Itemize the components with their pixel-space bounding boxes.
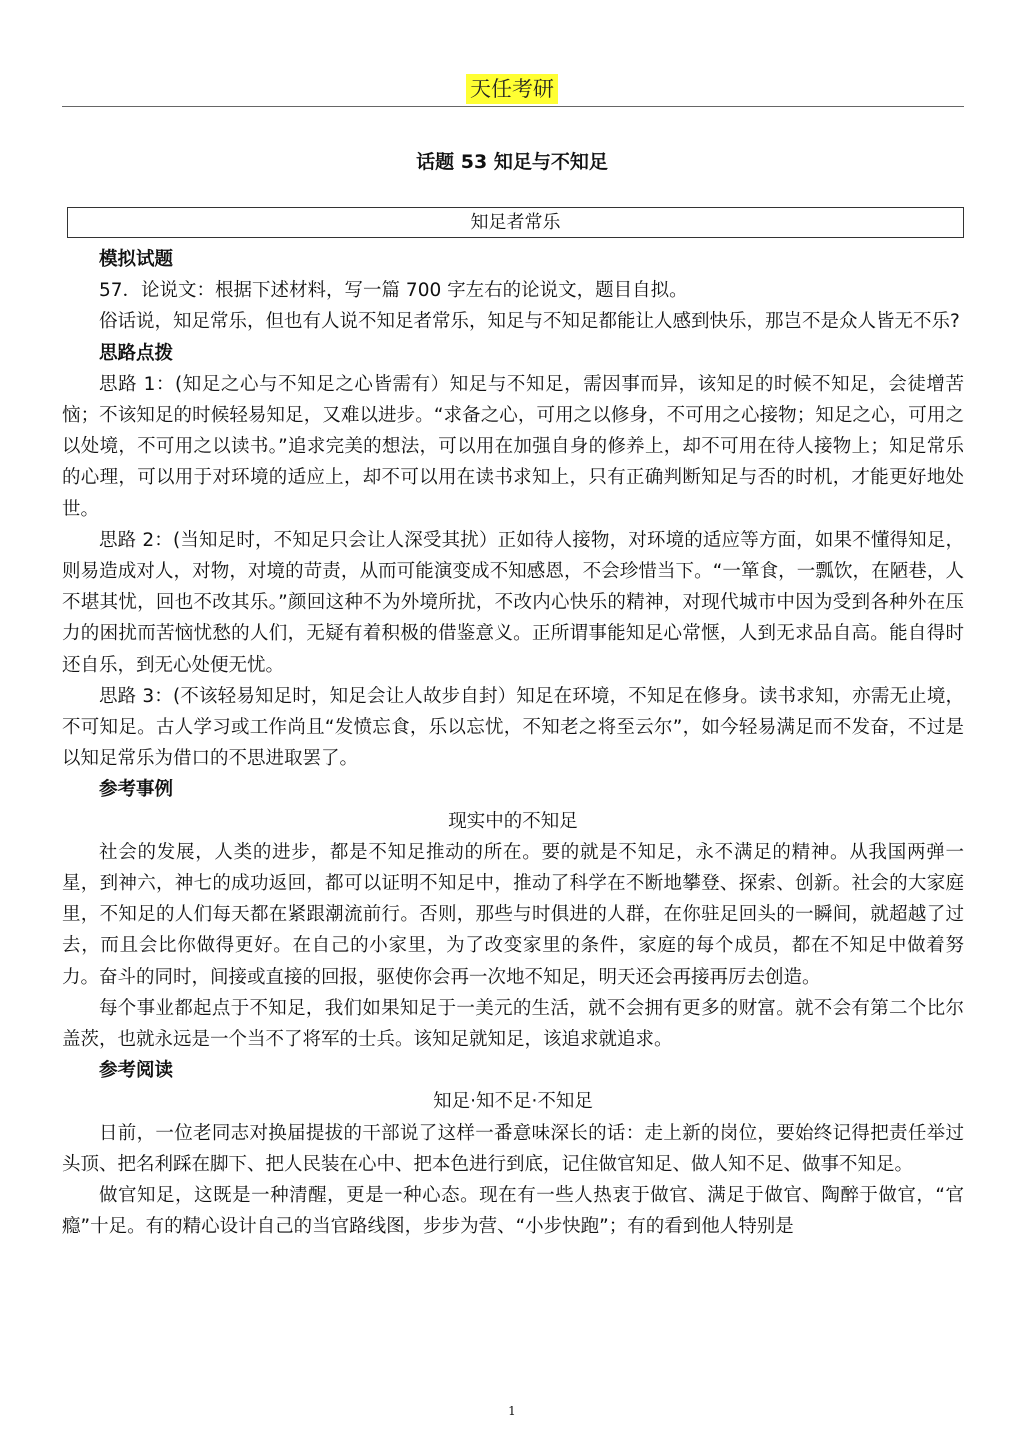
paragraph: 日前，一位老同志对换届提拔的干部说了这样一番意味深长的话：走上新的岗位，要始终记得把责任举过头顶、把名利踩在脚下、把人民装在心中、把本色进行到底，记住做官知足、做人知不足、做事不知足。 xyxy=(62,1122,964,1175)
brand-logo: 天任考研 xyxy=(466,74,558,104)
paragraph: 每个事业都起点于不知足，我们如果知足于一美元的生活，就不会拥有更多的财富。就不会有第二个比尔盖茨，也就永远是一个当不了将军的士兵。该知足就知足，该追求就追求。 xyxy=(62,997,964,1051)
reading-title: 知足·知不足·不知足 xyxy=(433,1091,593,1113)
header xyxy=(0,74,1024,104)
reading-heading: 参考阅读 xyxy=(99,1060,174,1082)
boxed-subtitle: 知足者常乐 xyxy=(67,207,964,238)
topic-title: 话题 53 知足与不知足 xyxy=(416,151,608,173)
paragraph: 思路 3：(不该轻易知足时，知足会让人故步自封）知足在环境，不知足在修身。读书求知，亦需无止境，不可知足。古人学习或工作尚且“发愤忘食，乐以忘忧，不知老之将至云尔”，如今轻易满足而不发奋，不过是以知足常乐为借口的不思进取罢了。 xyxy=(62,685,964,770)
body-text xyxy=(62,244,964,1243)
paragraph: 思路 2：(当知足时，不知足只会让人深受其扰）正如待人接物，对环境的适应等方面，如果不懂得知足，则易造成对人，对物，对境的苛责，从而可能演变成不知感恩，不会珍惜当下。“一箪食，一瓢饮，在陋巷，人不堪其忧，回也不改其乐。”颜回这种不为外境所扰，不改内心快乐的精神，对现代城市中因为受到各种外在压力的困扰而苦恼忧愁的人们，无疑有着积极的借鉴意义。正所谓事能知足心常惬，人到无求品自高。能自得时还自乐，到无心处便无忧。 xyxy=(62,529,964,676)
header-divider xyxy=(62,106,964,107)
example-title: 现实中的不知足 xyxy=(448,810,578,832)
thinking-heading: 思路点拨 xyxy=(99,342,174,364)
page-number: 1 xyxy=(508,1404,516,1418)
paragraph: 社会的发展，人类的进步，都是不知足推动的所在。要的就是不知足，永不满足的精神。从我国两弹一星，到神六，神七的成功返回，都可以证明不知足中，推动了科学在不断地攀登、探索、创新。社会的大家庭里，不知足的人们每天都在紧跟潮流前行。否则，那些与时俱进的人群，在你驻足回头的一瞬间，就超越了过去，而且会比你做得更好。在自己的小家里，为了改变家里的条件，家庭的每个成员，都在不知足中做着努力。奋斗的同时，间接或直接的回报，驱使你会再一次地不知足，明天还会再接再厉去创造。 xyxy=(62,841,964,988)
paragraph: 思路 1：(知足之心与不知足之心皆需有）知足与不知足，需因事而异，该知足的时候不知足，会徒增苦恼；不该知足的时候轻易知足，又难以进步。“求备之心，可用之以修身，不可用之心接物；知足之心，可用之以处境，不可用之以读书。”追求完美的想法，可以用在加强自身的修养上，却不可用在待人接物上；知足常乐的心理，可以用于对环境的适应上，却不可以用在读书求知上，只有正确判断知足与否的时机，才能更好地处世。 xyxy=(62,373,964,520)
paragraph: 俗话说，知足常乐，但也有人说不知足者常乐，知足与不知足都能让人感到快乐，那岂不是众人皆无不乐? xyxy=(99,311,960,333)
example-heading: 参考事例 xyxy=(99,779,174,801)
mock-exam-heading: 模拟试题 xyxy=(99,249,174,270)
paragraph: 做官知足，这既是一种清醒，更是一种心态。现在有一些人热衷于做官、满足于做官、陶醉于做官，“官瘾”十足。有的精心设计自己的当官路线图，步步为营、“小步快跑”；有的看到他人特别是 xyxy=(62,1185,964,1238)
paragraph: 57．论说文：根据下述材料，写一篇 700 字左右的论说文，题目自拟。 xyxy=(99,280,688,302)
